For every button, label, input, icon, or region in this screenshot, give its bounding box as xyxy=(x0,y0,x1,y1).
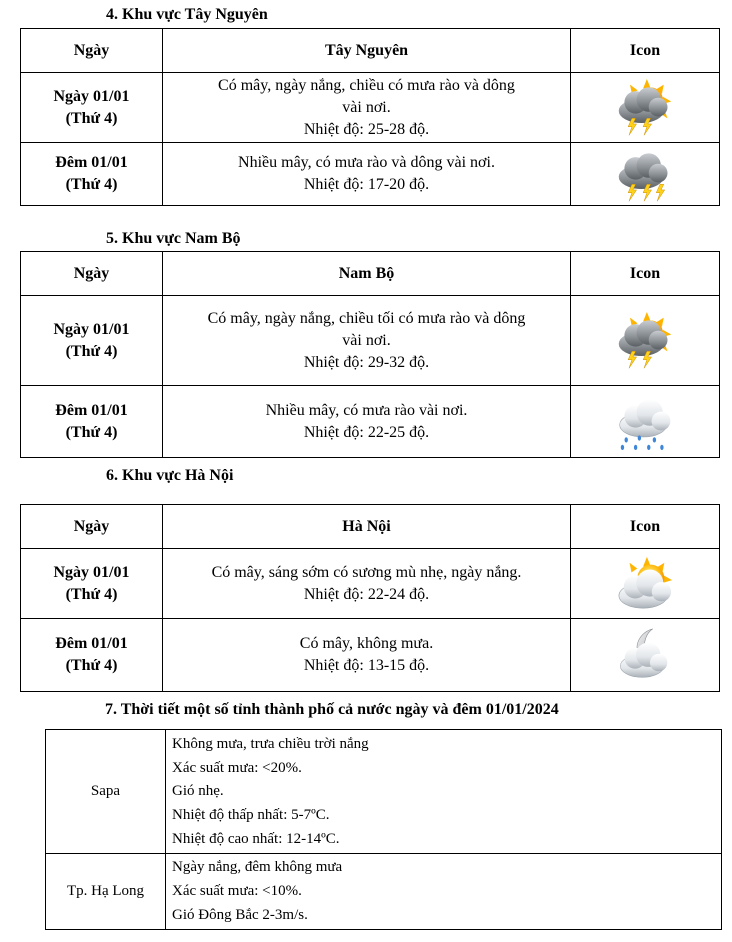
column-header-day: Ngày xyxy=(21,29,163,73)
table-row xyxy=(21,73,720,143)
column-header-icon: Icon xyxy=(571,29,720,73)
column-header-icon: Icon xyxy=(571,505,720,549)
detail-line: Gió nhẹ. xyxy=(172,783,224,800)
description-line: Nhiều mây, có mưa rào vài nơi. xyxy=(265,401,468,419)
cloud-rain-icon xyxy=(614,391,676,453)
section-title: 5. Khu vực Nam Bộ xyxy=(106,230,241,247)
description-line: vài nơi. xyxy=(342,98,391,116)
description-line: Có mây, sáng sớm có sương mù nhẹ, ngày nắng. xyxy=(211,563,522,581)
column-header-day: Ngày xyxy=(21,252,163,296)
detail-line: Ngày nắng, đêm không mưa xyxy=(172,859,343,876)
weekday-label: (Thứ 4) xyxy=(65,109,118,127)
cloud-sun-thunderstorm-icon xyxy=(615,309,675,373)
temperature-line: Nhiệt độ: 29-32 độ. xyxy=(303,353,430,371)
province-name: Sapa xyxy=(46,730,166,854)
province-details xyxy=(166,730,722,854)
forecast-description xyxy=(163,143,571,206)
icon-cell xyxy=(571,143,720,206)
forecast-table xyxy=(20,251,720,458)
icon-cell xyxy=(571,549,720,619)
icon-cell xyxy=(571,619,720,692)
province-table xyxy=(45,729,722,930)
temperature-line: Nhiệt độ: 22-24 độ. xyxy=(303,585,430,603)
table-row xyxy=(46,854,722,930)
description-line: Có mây, không mưa. xyxy=(299,635,434,652)
icon-cell xyxy=(571,386,720,458)
temperature-line: Nhiệt độ: 25-28 độ. xyxy=(303,120,430,138)
section-title: 7. Thời tiết một số tỉnh thành phố cả nước ngày và đêm 01/01/2024 xyxy=(105,701,559,718)
day-cell xyxy=(21,619,163,692)
table-row xyxy=(21,619,720,692)
table-row xyxy=(46,730,722,854)
column-header-region: Tây Nguyên xyxy=(163,29,571,73)
icon-cell xyxy=(571,73,720,143)
forecast-description xyxy=(163,619,571,692)
section-title: 4. Khu vực Tây Nguyên xyxy=(106,6,268,23)
day-label: Ngày 01/01 xyxy=(53,87,130,105)
detail-line: Xác suất mưa: <10%. xyxy=(172,883,302,900)
day-cell xyxy=(21,549,163,619)
sun-behind-cloud-icon xyxy=(614,555,676,613)
day-label: Ngày 01/01 xyxy=(53,320,130,338)
detail-line: Nhiệt độ cao nhất: 12-14ºC. xyxy=(172,830,340,847)
temperature-line: Nhiệt độ: 17-20 độ. xyxy=(303,176,430,193)
province-details xyxy=(166,854,722,930)
weekday-label: (Thứ 4) xyxy=(65,176,118,193)
table-row xyxy=(21,549,720,619)
detail-line: Xác suất mưa: <20%. xyxy=(172,759,302,776)
column-header-region: Hà Nội xyxy=(163,505,571,549)
icon-cell xyxy=(571,296,720,386)
weekday-label: (Thứ 4) xyxy=(65,657,118,674)
temperature-line: Nhiệt độ: 13-15 độ. xyxy=(303,657,430,674)
forecast-description xyxy=(163,549,571,619)
moon-cloud-icon xyxy=(614,625,676,685)
forecast-description xyxy=(163,73,571,143)
column-header-day: Ngày xyxy=(21,505,163,549)
detail-line: Nhiệt độ thấp nhất: 5-7ºC. xyxy=(172,807,330,823)
day-label: Ngày 01/01 xyxy=(53,563,130,581)
weekday-label: (Thứ 4) xyxy=(65,585,118,603)
day-cell xyxy=(21,386,163,458)
description-line: vài nơi. xyxy=(342,331,391,349)
table-row xyxy=(21,143,720,206)
day-label: Đêm 01/01 xyxy=(55,401,128,419)
forecast-description xyxy=(163,296,571,386)
province-name: Tp. Hạ Long xyxy=(46,854,166,930)
detail-line: Không mưa, trưa chiều trời nắng xyxy=(172,735,369,752)
column-header-region: Nam Bộ xyxy=(163,252,571,296)
day-cell xyxy=(21,143,163,206)
forecast-table xyxy=(20,504,720,692)
table-row xyxy=(21,296,720,386)
weekday-label: (Thứ 4) xyxy=(65,342,118,360)
forecast-table xyxy=(20,28,720,206)
temperature-line: Nhiệt độ: 22-25 độ. xyxy=(303,423,430,441)
description-line: Có mây, ngày nắng, chiều tối có mưa rào và dông xyxy=(207,309,526,327)
day-label: Đêm 01/01 xyxy=(55,154,128,171)
day-label: Đêm 01/01 xyxy=(55,635,128,652)
description-line: Nhiều mây, có mưa rào và dông vài nơi. xyxy=(238,154,495,171)
description-line: Có mây, ngày nắng, chiều có mưa rào và dông xyxy=(218,76,515,94)
forecast-description xyxy=(163,386,571,458)
cloud-sun-thunderstorm-icon xyxy=(615,76,675,140)
table-row xyxy=(21,386,720,458)
detail-line: Gió Đông Bắc 2-3m/s. xyxy=(172,907,308,923)
day-cell xyxy=(21,296,163,386)
day-cell xyxy=(21,73,163,143)
column-header-icon: Icon xyxy=(571,252,720,296)
weekday-label: (Thứ 4) xyxy=(65,423,118,441)
cloud-thunderstorm-icon xyxy=(615,143,675,205)
section-title: 6. Khu vực Hà Nội xyxy=(106,467,234,484)
